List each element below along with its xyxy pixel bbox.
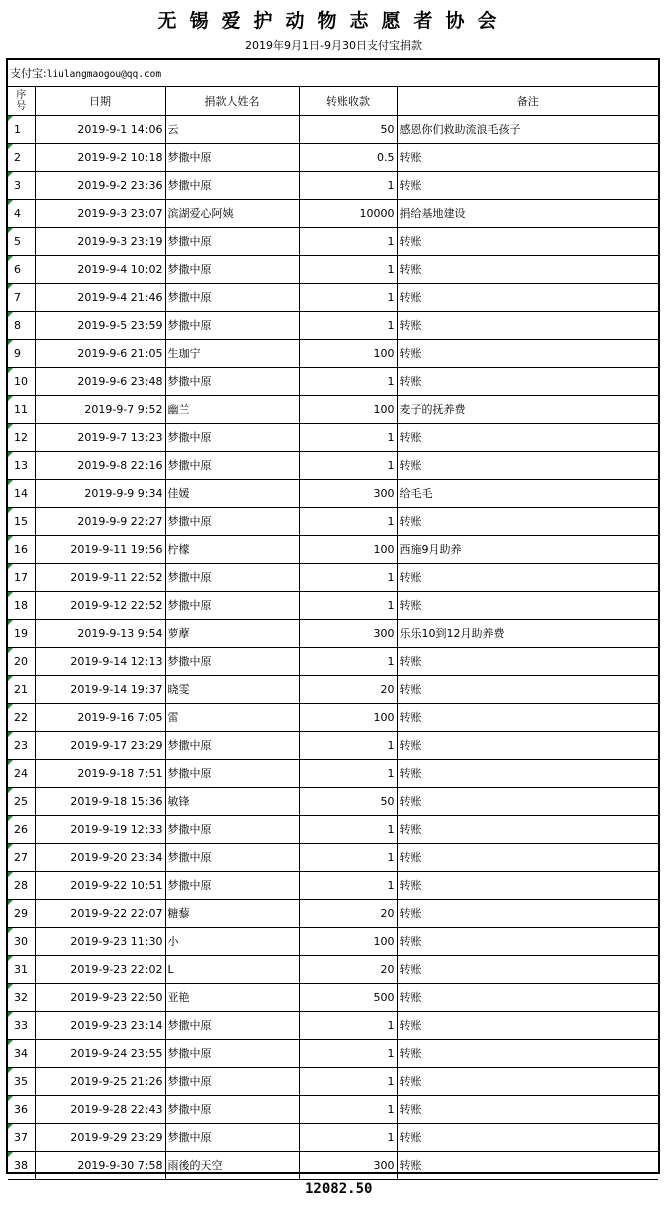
table-row	[8, 619, 658, 647]
total-amount: 12082.50	[305, 1181, 373, 1197]
cell-note: 转账	[397, 647, 658, 675]
cell-note: 转账	[397, 143, 658, 171]
table-row	[8, 815, 658, 843]
page-title: 无锡爱护动物志愿者协会	[157, 10, 510, 32]
table-row	[8, 899, 658, 927]
cell-donor-name: 梦撒中原	[165, 1095, 299, 1123]
table-row	[8, 647, 658, 675]
cell-seq: 12	[8, 423, 35, 451]
cell-amount: 1	[299, 451, 397, 479]
cell-seq: 21	[8, 675, 35, 703]
cell-note: 转账	[397, 1123, 658, 1151]
cell-seq: 33	[8, 1011, 35, 1039]
cell-date: 2019-9-4 10:02	[35, 255, 165, 283]
cell-note: 转账	[397, 227, 658, 255]
cell-date: 2019-9-11 22:52	[35, 563, 165, 591]
table-row	[8, 535, 658, 563]
cell-amount: 1	[299, 731, 397, 759]
cell-note: 转账	[397, 759, 658, 787]
cell-donor-name: 梦撒中原	[165, 843, 299, 871]
cell-donor-name: 梦撒中原	[165, 1011, 299, 1039]
cell-seq: 17	[8, 563, 35, 591]
cell-amount: 1	[299, 283, 397, 311]
cell-donor-name: 梦撒中原	[165, 311, 299, 339]
cell-date: 2019-9-3 23:19	[35, 227, 165, 255]
table-row	[8, 479, 658, 507]
donation-table	[8, 87, 658, 1180]
table-row	[8, 843, 658, 871]
cell-note: 转账	[397, 787, 658, 815]
table-row	[8, 1123, 658, 1151]
table-row	[8, 563, 658, 591]
cell-date: 2019-9-7 13:23	[35, 423, 165, 451]
cell-note: 转账	[397, 255, 658, 283]
table-row	[8, 143, 658, 171]
cell-date: 2019-9-22 10:51	[35, 871, 165, 899]
cell-amount: 1	[299, 563, 397, 591]
cell-donor-name: 敏锋	[165, 787, 299, 815]
cell-donor-name: 梦撒中原	[165, 815, 299, 843]
cell-seq: 9	[8, 339, 35, 367]
cell-note: 转账	[397, 815, 658, 843]
cell-amount: 50	[299, 115, 397, 143]
cell-date: 2019-9-24 23:55	[35, 1039, 165, 1067]
table-row	[8, 591, 658, 619]
cell-donor-name: 萝藦	[165, 619, 299, 647]
cell-date: 2019-9-28 22:43	[35, 1095, 165, 1123]
cell-note: 转账	[397, 283, 658, 311]
cell-donor-name: 梦撒中原	[165, 591, 299, 619]
cell-date: 2019-9-3 23:07	[35, 199, 165, 227]
table-row	[8, 423, 658, 451]
cell-note: 转账	[397, 703, 658, 731]
cell-date: 2019-9-20 23:34	[35, 843, 165, 871]
cell-date: 2019-9-11 19:56	[35, 535, 165, 563]
table-row	[8, 339, 658, 367]
cell-amount: 300	[299, 479, 397, 507]
table-row	[8, 311, 658, 339]
table-body	[8, 115, 658, 1179]
cell-note: 转账	[397, 423, 658, 451]
cell-seq: 19	[8, 619, 35, 647]
cell-note: 转账	[397, 731, 658, 759]
table-row	[8, 787, 658, 815]
cell-seq: 36	[8, 1095, 35, 1123]
cell-seq: 18	[8, 591, 35, 619]
cell-note: 转账	[397, 843, 658, 871]
cell-date: 2019-9-23 22:02	[35, 955, 165, 983]
cell-date: 2019-9-29 23:29	[35, 1123, 165, 1151]
cell-amount: 500	[299, 983, 397, 1011]
table-row	[8, 759, 658, 787]
cell-seq: 37	[8, 1123, 35, 1151]
cell-amount: 100	[299, 703, 397, 731]
cell-date: 2019-9-9 22:27	[35, 507, 165, 535]
cell-note: 转账	[397, 339, 658, 367]
cell-date: 2019-9-23 22:50	[35, 983, 165, 1011]
cell-donor-name: 雷	[165, 703, 299, 731]
cell-seq: 23	[8, 731, 35, 759]
cell-donor-name: 梦撒中原	[165, 255, 299, 283]
cell-donor-name: 梦撒中原	[165, 143, 299, 171]
cell-date: 2019-9-23 23:14	[35, 1011, 165, 1039]
alipay-label: 支付宝:	[10, 67, 47, 80]
table-row	[8, 1039, 658, 1067]
cell-donor-name: 糖藜	[165, 899, 299, 927]
table-row	[8, 171, 658, 199]
cell-donor-name: 小	[165, 927, 299, 955]
cell-note: 西施9月助养	[397, 535, 658, 563]
cell-amount: 1	[299, 871, 397, 899]
cell-date: 2019-9-9 9:34	[35, 479, 165, 507]
cell-donor-name: 梦撒中原	[165, 1039, 299, 1067]
table-row	[8, 1067, 658, 1095]
cell-amount: 20	[299, 899, 397, 927]
cell-seq: 14	[8, 479, 35, 507]
cell-note: 捐给基地建设	[397, 199, 658, 227]
cell-date: 2019-9-23 11:30	[35, 927, 165, 955]
cell-seq: 38	[8, 1151, 35, 1179]
cell-note: 转账	[397, 1151, 658, 1179]
cell-amount: 1	[299, 591, 397, 619]
cell-date: 2019-9-18 15:36	[35, 787, 165, 815]
cell-donor-name: 梦撒中原	[165, 1067, 299, 1095]
cell-donor-name: 佳媛	[165, 479, 299, 507]
cell-date: 2019-9-13 9:54	[35, 619, 165, 647]
cell-note: 给毛毛	[397, 479, 658, 507]
table-row	[8, 731, 658, 759]
cell-seq: 16	[8, 535, 35, 563]
cell-date: 2019-9-6 23:48	[35, 367, 165, 395]
cell-note: 转账	[397, 899, 658, 927]
cell-note: 转账	[397, 871, 658, 899]
cell-amount: 1	[299, 1123, 397, 1151]
cell-amount: 1	[299, 507, 397, 535]
cell-donor-name: 亚艳	[165, 983, 299, 1011]
cell-note: 转账	[397, 507, 658, 535]
cell-amount: 300	[299, 619, 397, 647]
table-row	[8, 1151, 658, 1179]
table-row	[8, 395, 658, 423]
table-row	[8, 1095, 658, 1123]
cell-donor-name: 云	[165, 115, 299, 143]
cell-donor-name: 梦撒中原	[165, 871, 299, 899]
cell-amount: 300	[299, 1151, 397, 1179]
cell-donor-name: 梦撒中原	[165, 1123, 299, 1151]
table-row	[8, 367, 658, 395]
cell-seq: 7	[8, 283, 35, 311]
cell-seq: 30	[8, 927, 35, 955]
cell-donor-name: 雨後的天空	[165, 1151, 299, 1179]
cell-seq: 29	[8, 899, 35, 927]
cell-date: 2019-9-2 10:18	[35, 143, 165, 171]
cell-note: 感恩你们救助流浪毛孩子	[397, 115, 658, 143]
table-row	[8, 1011, 658, 1039]
header-name: 捐款人姓名	[165, 87, 299, 115]
header-amount: 转账收款	[299, 87, 397, 115]
cell-donor-name: 梦撒中原	[165, 423, 299, 451]
cell-amount: 100	[299, 535, 397, 563]
cell-donor-name: 梦撒中原	[165, 227, 299, 255]
cell-amount: 1	[299, 759, 397, 787]
cell-donor-name: 柠檬	[165, 535, 299, 563]
cell-note: 转账	[397, 171, 658, 199]
cell-donor-name: 滨湖爱心阿姨	[165, 199, 299, 227]
cell-note: 转账	[397, 311, 658, 339]
header-note: 备注	[397, 87, 658, 115]
cell-note: 麦子的抚养费	[397, 395, 658, 423]
cell-date: 2019-9-22 22:07	[35, 899, 165, 927]
cell-seq: 35	[8, 1067, 35, 1095]
donation-sheet	[6, 58, 660, 1174]
cell-amount: 100	[299, 927, 397, 955]
cell-date: 2019-9-6 21:05	[35, 339, 165, 367]
cell-amount: 1	[299, 227, 397, 255]
cell-amount: 1	[299, 1067, 397, 1095]
cell-note: 转账	[397, 983, 658, 1011]
cell-note: 转账	[397, 451, 658, 479]
cell-seq: 24	[8, 759, 35, 787]
cell-donor-name: 梦撒中原	[165, 283, 299, 311]
cell-amount: 10000	[299, 199, 397, 227]
cell-note: 乐乐10到12月助养费	[397, 619, 658, 647]
table-row	[8, 199, 658, 227]
alipay-account-row	[8, 60, 658, 87]
table-row	[8, 983, 658, 1011]
table-row	[8, 451, 658, 479]
table-row	[8, 507, 658, 535]
cell-amount: 50	[299, 787, 397, 815]
cell-amount: 1	[299, 171, 397, 199]
table-row	[8, 283, 658, 311]
cell-amount: 1	[299, 843, 397, 871]
cell-date: 2019-9-25 21:26	[35, 1067, 165, 1095]
table-row	[8, 955, 658, 983]
table-row	[8, 871, 658, 899]
cell-date: 2019-9-30 7:58	[35, 1151, 165, 1179]
cell-seq: 6	[8, 255, 35, 283]
cell-date: 2019-9-19 12:33	[35, 815, 165, 843]
cell-note: 转账	[397, 955, 658, 983]
cell-note: 转账	[397, 1095, 658, 1123]
cell-date: 2019-9-14 12:13	[35, 647, 165, 675]
cell-donor-name: 梦撒中原	[165, 759, 299, 787]
cell-date: 2019-9-16 7:05	[35, 703, 165, 731]
cell-donor-name: 生珈宁	[165, 339, 299, 367]
cell-seq: 25	[8, 787, 35, 815]
cell-amount: 100	[299, 339, 397, 367]
cell-seq: 31	[8, 955, 35, 983]
cell-donor-name: 梦撒中原	[165, 451, 299, 479]
cell-seq: 26	[8, 815, 35, 843]
cell-note: 转账	[397, 563, 658, 591]
cell-amount: 0.5	[299, 143, 397, 171]
table-row	[8, 927, 658, 955]
header-seq: 序号	[8, 87, 35, 115]
page-subtitle: 2019年9月1日-9月30日支付宝捐款	[245, 39, 422, 52]
cell-seq: 3	[8, 171, 35, 199]
cell-note: 转账	[397, 1011, 658, 1039]
table-row	[8, 675, 658, 703]
cell-seq: 34	[8, 1039, 35, 1067]
table-row	[8, 115, 658, 143]
cell-note: 转账	[397, 1039, 658, 1067]
cell-note: 转账	[397, 927, 658, 955]
cell-seq: 20	[8, 647, 35, 675]
cell-donor-name: L	[165, 955, 299, 983]
cell-seq: 27	[8, 843, 35, 871]
cell-seq: 8	[8, 311, 35, 339]
cell-seq: 11	[8, 395, 35, 423]
cell-amount: 1	[299, 423, 397, 451]
cell-donor-name: 晓雯	[165, 675, 299, 703]
cell-note: 转账	[397, 675, 658, 703]
cell-amount: 1	[299, 1011, 397, 1039]
cell-date: 2019-9-2 23:36	[35, 171, 165, 199]
cell-date: 2019-9-17 23:29	[35, 731, 165, 759]
cell-date: 2019-9-5 23:59	[35, 311, 165, 339]
cell-donor-name: 梦撒中原	[165, 171, 299, 199]
table-header-row	[8, 87, 658, 115]
cell-amount: 1	[299, 311, 397, 339]
table-row	[8, 227, 658, 255]
cell-amount: 1	[299, 367, 397, 395]
cell-amount: 1	[299, 1095, 397, 1123]
cell-date: 2019-9-1 14:06	[35, 115, 165, 143]
cell-donor-name: 梦撒中原	[165, 731, 299, 759]
cell-amount: 1	[299, 647, 397, 675]
cell-amount: 100	[299, 395, 397, 423]
cell-date: 2019-9-12 22:52	[35, 591, 165, 619]
cell-amount: 20	[299, 675, 397, 703]
cell-seq: 22	[8, 703, 35, 731]
cell-seq: 15	[8, 507, 35, 535]
cell-date: 2019-9-7 9:52	[35, 395, 165, 423]
cell-seq: 5	[8, 227, 35, 255]
cell-amount: 20	[299, 955, 397, 983]
cell-seq: 10	[8, 367, 35, 395]
cell-date: 2019-9-14 19:37	[35, 675, 165, 703]
cell-note: 转账	[397, 591, 658, 619]
cell-donor-name: 梦撒中原	[165, 507, 299, 535]
table-row	[8, 255, 658, 283]
cell-seq: 1	[8, 115, 35, 143]
cell-seq: 28	[8, 871, 35, 899]
cell-date: 2019-9-8 22:16	[35, 451, 165, 479]
cell-amount: 1	[299, 255, 397, 283]
cell-seq: 2	[8, 143, 35, 171]
cell-seq: 4	[8, 199, 35, 227]
table-row	[8, 703, 658, 731]
cell-note: 转账	[397, 367, 658, 395]
header-date: 日期	[35, 87, 165, 115]
cell-amount: 1	[299, 1039, 397, 1067]
cell-donor-name: 梦撒中原	[165, 563, 299, 591]
cell-seq: 13	[8, 451, 35, 479]
alipay-account: liulangmaogou@qq.com	[46, 69, 162, 80]
cell-donor-name: 梦撒中原	[165, 647, 299, 675]
cell-note: 转账	[397, 1067, 658, 1095]
cell-date: 2019-9-4 21:46	[35, 283, 165, 311]
cell-date: 2019-9-18 7:51	[35, 759, 165, 787]
cell-seq: 32	[8, 983, 35, 1011]
cell-donor-name: 幽兰	[165, 395, 299, 423]
cell-donor-name: 梦撒中原	[165, 367, 299, 395]
cell-amount: 1	[299, 815, 397, 843]
